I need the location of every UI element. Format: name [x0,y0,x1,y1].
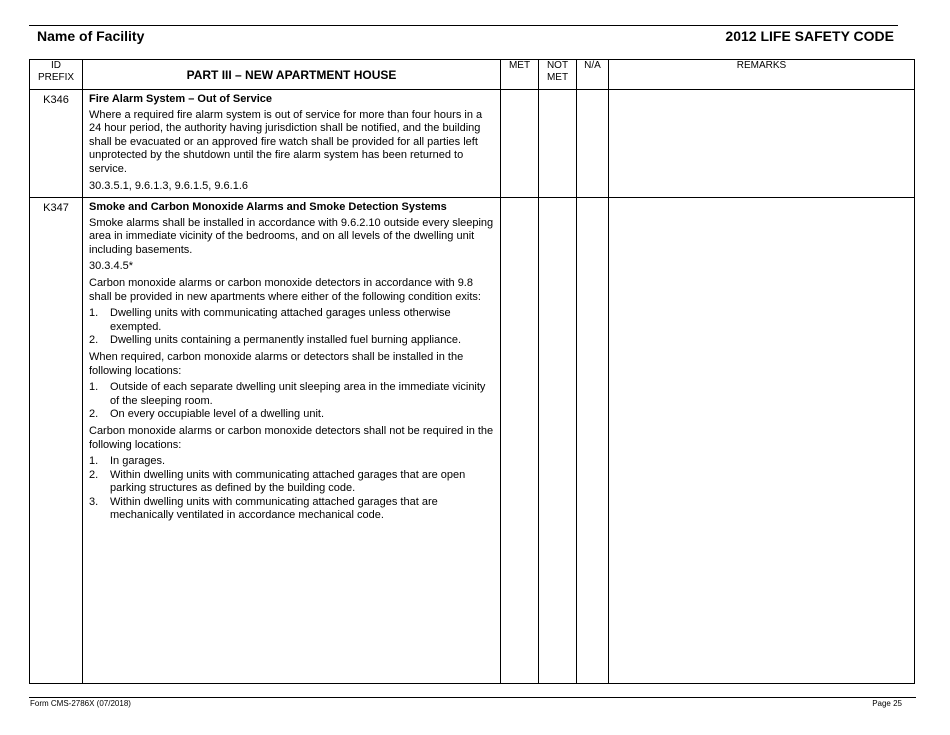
table-row-k347 [30,198,915,684]
k346-id: K346 [30,90,83,198]
k347-not-met-cell[interactable] [539,198,577,684]
na-header: N/A [577,60,609,90]
k347-paragraph-3: When required, carbon monoxide alarms or detectors shall be installed in the following locations: [89,350,464,377]
k346-body: Where a required fire alarm system is out of service for more than four hours in a 24 hour period, the authority having jurisdiction shall be notified, and the building shall be evacuated or an approved fire watch shall be provided for all parties left unprotected by the shutdown until the fire alarm system has been returned to service. [89,108,483,175]
k347-met-cell[interactable] [501,198,539,684]
k347-id: K347 [30,198,83,684]
not-met-header: NOT MET [539,60,577,90]
k346-title: Fire Alarm System – Out of Service [89,93,272,105]
table-row-k346 [30,90,915,198]
met-header: MET [501,60,539,90]
list-item: 1. Outside of each separate dwelling unit sleeping area in the immediate vicinity of the sleeping room. [89,381,486,407]
code-title: 2012 LIFE SAFETY CODE [725,28,894,44]
k346-reference: 30.3.5.1, 9.6.1.3, 9.6.1.5, 9.6.1.6 [89,179,249,192]
k347-list-1 [89,307,494,348]
top-rule [29,25,898,26]
part-header: PART III – NEW APARTMENT HOUSE [83,60,501,90]
k346-met-cell[interactable] [501,90,539,198]
remarks-header: REMARKS [609,60,915,90]
table-header-row [30,60,915,90]
k347-reference: 30.3.4.5* [89,260,134,273]
k347-list-2 [89,381,494,422]
facility-name-label: Name of Facility [37,28,145,44]
k347-na-cell[interactable] [577,198,609,684]
checklist-table [29,59,915,684]
k347-paragraph-4: Carbon monoxide alarms or carbon monoxide detectors shall not be required in the following locations: [89,424,494,451]
k347-paragraph-1: Smoke alarms shall be installed in accordance with 9.6.2.10 outside every sleeping area in immediate vicinity of the bedrooms, and on all levels of the dwelling unit including basements. [89,216,494,256]
list-item: 1. Dwelling units with communicating attached garages unless otherwise exempted. [89,307,451,333]
form-id: Form CMS-2786X (07/2018) [30,699,131,708]
k346-not-met-cell[interactable] [539,90,577,198]
page-number: Page 25 [872,699,902,708]
k347-list-3 [89,455,494,523]
list-item: 3. Within dwelling units with communicating attached garages that are mechanically ventilated in accordance mechanical code. [89,495,438,522]
k347-paragraph-2: Carbon monoxide alarms or carbon monoxide detectors in accordance with 9.8 shall be provided in new apartments where either of the following condition exits: [89,276,481,303]
k347-title: Smoke and Carbon Monoxide Alarms and Smoke Detection Systems [89,201,447,213]
list-item: 1. In garages. [89,455,166,468]
list-item: 2. Within dwelling units with communicating attached garages that are open parking structures as defined by the building code. [89,468,466,495]
k346-na-cell[interactable] [577,90,609,198]
bottom-rule [29,697,916,698]
k347-remarks-cell[interactable] [609,198,915,684]
k346-remarks-cell[interactable] [609,90,915,198]
k346-content [83,90,501,198]
id-prefix-header: ID PREFIX [30,60,83,90]
list-item: 2. Dwelling units containing a permanently installed fuel burning appliance. [89,334,461,347]
list-item: 2. On every occupiable level of a dwelling unit. [89,408,325,421]
k347-content [83,198,501,684]
